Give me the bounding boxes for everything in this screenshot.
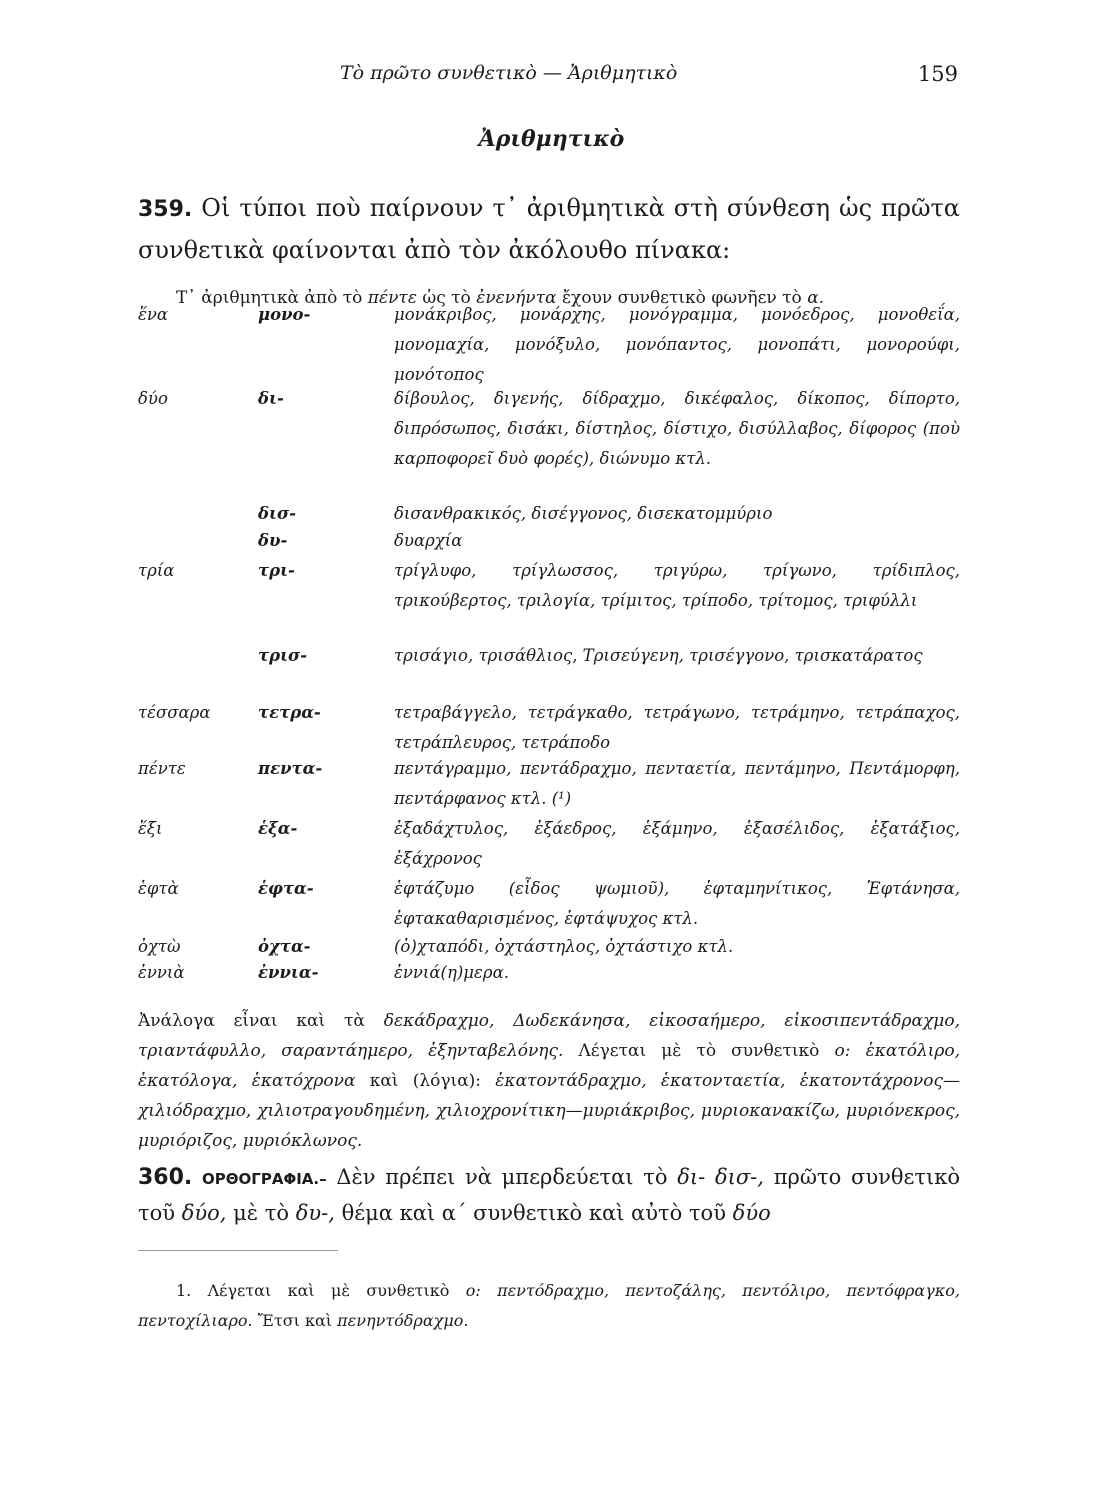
italic-term: δυ-, [295,1201,335,1225]
examples: τετραβάγγελο, τετράγκαθο, τετράγωνο, τετράμηνο, τετράπαχος, τετράπλευρος, τετράποδο [394,703,960,752]
footnote-divider [138,1250,338,1251]
numeral: ἕνα [138,305,169,324]
intro-text: ἔχουν συνθετικὸ φωνῆεν τὸ [561,288,802,308]
examples: ἑξαδάχτυλος, ἑξάεδρος, ἑξάμηνο, ἑξασέλιδος, ἑξατάξιος, ἑξάχρονος [394,819,960,868]
paragraph-number: 360. [138,1165,193,1190]
text: Ἔτσι καὶ [257,1311,333,1330]
paragraph-359 [138,188,960,270]
prefix: πεντα- [258,759,323,778]
numeral: ἕξι [138,819,163,838]
prefix: τετρα- [258,703,321,722]
paragraph-analoga [138,1006,960,1156]
prefix: τρι- [258,561,295,580]
numeral: τέσσαρα [138,703,211,722]
examples: δισανθρακικός, δισέγγονος, δισεκατομμύριο [394,504,773,523]
prefix: ἑφτα- [258,879,314,898]
prefix: μονο- [258,305,311,324]
numeral: δύο [138,389,168,408]
prefix: δυ- [258,531,288,550]
text: Λέγεται καὶ μὲ συνθετικὸ [207,1281,450,1300]
intro-from: πέντε [367,288,417,308]
paragraph-number: 359. [138,197,193,222]
prefix: δισ- [258,504,297,523]
examples: μονάκριβος, μονάρχης, μονόγραμμα, μονόεδρος, μονοθεΐα, μονομαχία, μονόξυλο, μονόπαντος, μονοπάτι, μονορούφι, μονότοπος [394,305,960,384]
prefix: ὀχτα- [258,937,311,956]
italic-examples: μυριάκριβος, μυριοκανακίζω, μυριόνεκρος, μυριόριζος, μυριόκλωνος. [138,1101,960,1151]
prefix: τρισ- [258,646,308,665]
examples: δίβουλος, διγενής, δίδραχμο, δικέφαλος, δίκοπος, δίπορτο, διπρόσωπος, δισάκι, δίστηλος, δίστιχο, δισύλλαβος, δίφορος (ποὺ καρποφορεῖ δυὸ φορές), διώνυμο κτλ. [394,389,960,468]
text: μὲ τὸ [233,1201,289,1225]
intro-to: ἐνενήντα [476,288,557,308]
intro-text: ὡς τὸ [422,288,471,308]
section-title: Ἀριθμητικὸ [478,126,625,152]
running-title: Τὸ πρῶτο συνθετικὸ — Ἀριθμητικὸ [340,62,678,84]
italic-examples: ἑκατόλιρο, ἑκατόλογα, ἑκατόχρονα [138,1041,961,1091]
text: θέμα καὶ α΄ συνθετικὸ καὶ αὐτὸ τοῦ [341,1201,726,1225]
examples: τρισάγιο, τρισάθλιος, Τρισεύγενη, τρισέγγονο, τρισκατάρατος [394,646,923,665]
numeral: ὀχτὼ [138,937,181,956]
paragraph-360 [138,1160,960,1230]
italic-examples: ο: πεντόδραχμο, πεντοζάλης, πεντόλιρο, πεντόφραγκο, πεντοχίλιαρο. [138,1281,960,1330]
text: Λέγεται μὲ τὸ συνθετικὸ [578,1041,820,1061]
examples: ἐννιά(η)μερα. [394,963,509,982]
examples: (ὀ)χταπόδι, ὀχτάστηλος, ὀχτάστιχο κτλ. [394,937,734,956]
page-number: 159 [917,62,958,86]
dash: — [565,1101,583,1121]
examples: πεντάγραμμο, πεντάδραχμο, πενταετία, πεντάμηνο, Πεντάμορφη, πεντάρφανος κτλ. (¹) [394,759,960,808]
paragraph-text: Οἱ τύποι ποὺ παίρνουν τ᾿ ἀριθμητικὰ στὴ σύνθεση ὡς πρῶτα συνθετικὰ φαίνονται ἀπὸ τὸν ἀκόλουθο πίνακα: [138,194,960,264]
footnote [138,1276,960,1336]
italic-term: δι- δισ-, [677,1165,764,1189]
examples: ἑφτάζυμο (εἶδος ψωμιοῦ), ἑφταμηνίτικος, Ἑφτάνησα, ἑφτακαθαρισμένος, ἑφτάψυχος κτλ. [394,879,960,928]
numeral: τρία [138,561,175,580]
italic-examples: ἑκατοντάδραχμο, ἑκατονταετία, ἑκατοντάχρονος [495,1071,944,1091]
text: πρῶτο συνθετικὸ τοῦ [138,1165,960,1225]
examples: δυαρχία [394,531,463,550]
italic-examples: πενηντόδραχμο. [337,1311,469,1330]
numeral: ἐννιὰ [138,963,185,982]
paragraph-heading: ΟΡΘΟΓΡΑΦΙΑ.– [202,1170,327,1188]
prefix: ἐννια- [258,963,319,982]
examples: τρίγλυφο, τρίγλωσσος, τριγύρω, τρίγωνο, τρίδιπλος, τρικούβερτος, τριλογία, τρίμιτος, τρίποδο, τρίτομος, τριφύλλι [394,561,960,610]
prefix: δι- [258,389,284,408]
dash: — [943,1071,961,1091]
text: καὶ (λόγια): [369,1071,482,1091]
italic-term: δύο [732,1201,771,1225]
italic-examples: δεκάδραχμο, Δωδεκάνησα, εἰκοσαήμερο, εἰκοσιπεντάδραχμο, τριαντάφυλλο, σαραντάημερο, ἑξηνταβελόνης. [138,1011,960,1061]
text: Ἀνάλογα εἶναι καὶ τὰ [138,1011,365,1031]
numeral: πέντε [138,759,186,778]
italic-examples: χιλιόδραχμο, χιλιοτραγουδημένη, χιλιοχρονίτικη [138,1101,566,1121]
intro-text: Τ᾿ ἀριθμητικὰ ἀπὸ τὸ [176,288,363,308]
running-head [0,62,1103,92]
italic-vowel: ο: [834,1041,851,1061]
italic-term: δύο, [181,1201,227,1225]
prefix: ἑξα- [258,819,298,838]
footnote-marker: 1. [176,1281,192,1300]
numeral: ἑφτὰ [138,879,179,898]
text: Δὲν πρέπει νὰ μπερδεύεται τὸ [336,1165,668,1189]
intro-vowel: α. [807,288,825,308]
